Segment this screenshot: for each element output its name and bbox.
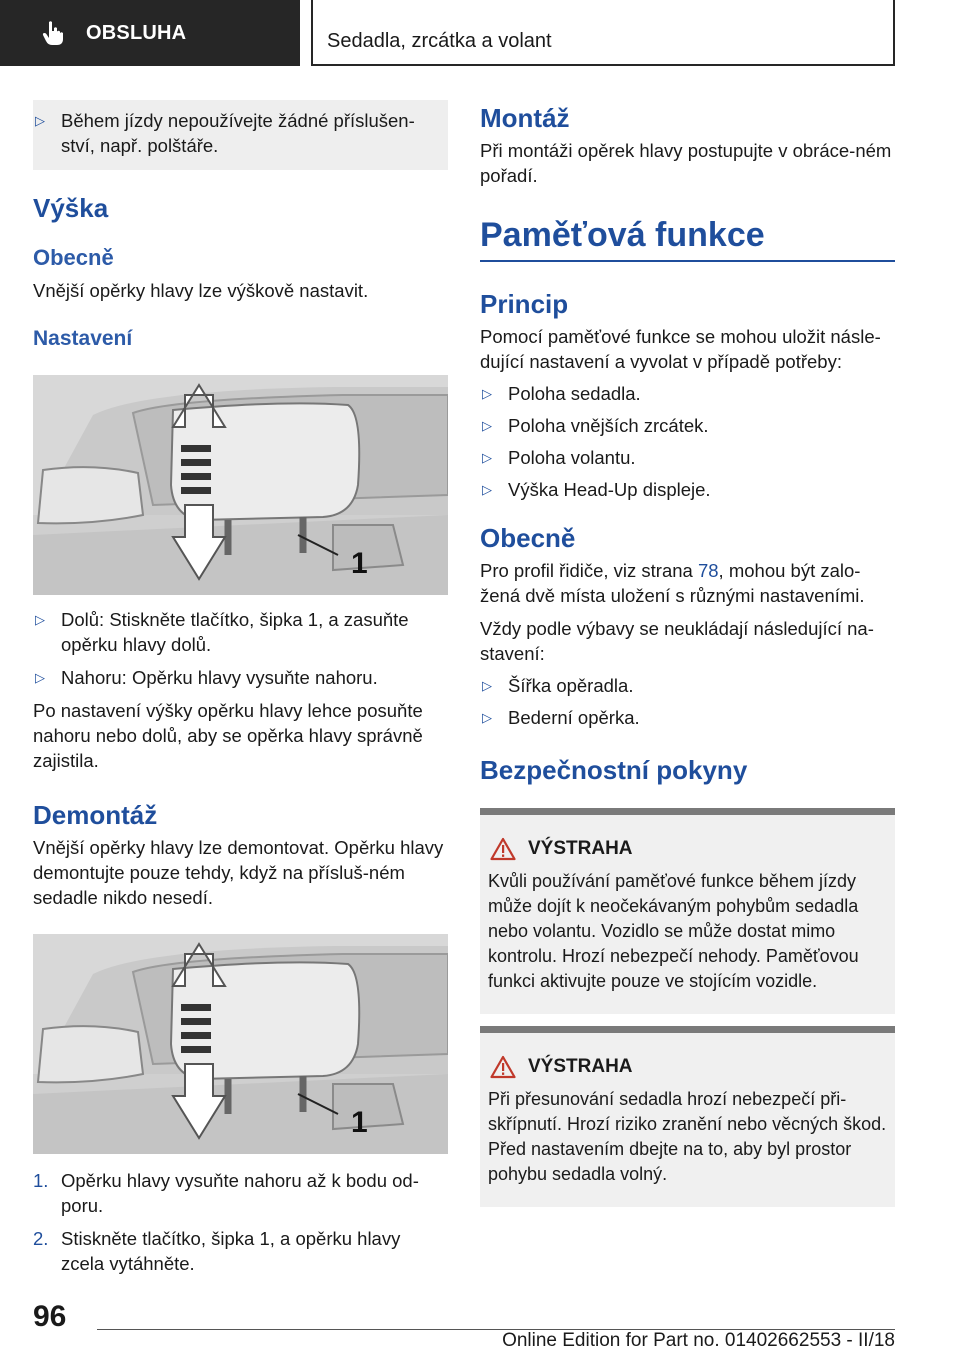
- list-item: ▷ Během jízdy nepoužívejte žádné příslušen-ství, např. polštáře.: [35, 110, 415, 156]
- chapter-header: [311, 0, 895, 66]
- warning-box: [480, 808, 895, 1014]
- list-item: ▷ Poloha vnějších zrcátek.: [482, 415, 709, 436]
- triangle-bullet-icon: ▷: [35, 612, 45, 627]
- section-label: OBSLUHA: [86, 21, 187, 44]
- triangle-bullet-icon: ▷: [482, 710, 492, 725]
- list-item: ▷ Poloha volantu.: [482, 447, 636, 468]
- section-heading-mount: Montáž: [480, 103, 570, 133]
- list-item: 2. Stiskněte tlačítko, šipka 1, a opěrku hlavy zcela vytáhněte.: [33, 1228, 401, 1274]
- page-number: 96: [33, 1300, 67, 1333]
- triangle-bullet-icon: ▷: [482, 450, 492, 465]
- triangle-bullet-icon: ▷: [482, 678, 492, 693]
- list-item: ▷ Nahoru: Opěrku hlavy vysuňte nahoru.: [35, 667, 378, 688]
- triangle-bullet-icon: ▷: [482, 418, 492, 433]
- edition-info: Online Edition for Part no. 01402662553 - II/18: [502, 1330, 895, 1351]
- warning-triangle-icon: [490, 1055, 516, 1079]
- principle-text: Pomocí paměťové funkce se mohou uložit násle-dující nastavení a vyvolat v případě potřeby:: [480, 326, 881, 372]
- removal-steps: [33, 1168, 448, 1276]
- headrest-figure-2: [33, 934, 448, 1154]
- warning-title: VÝSTRAHA: [528, 1056, 633, 1077]
- triangle-bullet-icon: ▷: [482, 482, 492, 497]
- mount-text: Při montáži opěrek hlavy postupujte v obráce-ném pořadí.: [480, 140, 892, 186]
- removal-text: Vnější opěrky hlavy lze demontovat. Opěrku hlavy demontujte pouze tehdy, když na přísluš-ném sedadle nikdo nesedí.: [33, 837, 444, 908]
- list-item: ▷ Poloha sedadla.: [482, 383, 641, 404]
- warning-text: Kvůli používání paměťové funkce během jízdy může dojít k neočekávaným pohybům sedadla nebo volantu. Vozidlo se může dostat mimo kontrolu. Hrozí nebezpečí nehody. Paměťovou funkci aktivujte pouze ve stojícím vozidle.: [488, 871, 859, 991]
- list-item: ▷ Dolů: Stiskněte tlačítko, šipka 1, a zasuňte opěrku hlavy dolů.: [35, 609, 409, 655]
- warning-text: Při přesunování sedadla hrozí nebezpečí při-skřípnutí. Hrozí riziko zranění nebo věcných škod. Před nastavením dbejte na to, aby byl prostor pohybu sedadla volný.: [488, 1089, 887, 1184]
- subheading-setting: Nastavení: [33, 327, 133, 350]
- section-heading-general: Obecně: [480, 523, 576, 553]
- title-rule: [480, 260, 895, 262]
- equipment-list: [480, 673, 895, 730]
- section-tab: [0, 0, 300, 66]
- list-item: 1. Opěrku hlavy vysuňte nahoru až k bodu od-poru.: [33, 1170, 419, 1216]
- after-setting-text: Po nastavení výšky opěrku hlavy lehce posuňte nahoru nebo dolů, aby se opěrka hlavy správně zajistila.: [33, 700, 423, 771]
- triangle-bullet-icon: ▷: [35, 670, 45, 685]
- section-heading-height: Výška: [33, 193, 109, 223]
- general-text: Vnější opěrky hlavy lze výškově nastavit.: [33, 280, 369, 301]
- memory-function-title: Paměťová funkce: [480, 216, 765, 254]
- chapter-title: Sedadla, zrcátka a volant: [327, 30, 552, 52]
- chapter-heading: [480, 214, 895, 262]
- equipment-text: Vždy podle výbavy se neukládají následující na-stavení:: [480, 618, 874, 664]
- hand-pointer-icon: [40, 20, 66, 46]
- list-item: ▷ Výška Head-Up displeje.: [482, 479, 711, 500]
- general-profile-text: Pro profil řidiče, viz strana 78, mohou být zalo-žená dvě místa uložení s různými nastaveními.: [480, 560, 865, 606]
- warning-box: [480, 1026, 895, 1207]
- left-column: [33, 100, 448, 1276]
- page-header: [0, 0, 960, 66]
- note-box: [33, 100, 448, 170]
- figure-callout-1: 1: [351, 547, 368, 580]
- triangle-bullet-icon: ▷: [482, 386, 492, 401]
- headrest-figure-1: [33, 375, 448, 595]
- setting-list: [33, 607, 448, 690]
- warning-title: VÝSTRAHA: [528, 838, 633, 859]
- list-item: ▷ Šířka opěradla.: [482, 675, 634, 696]
- right-column: [480, 100, 895, 1207]
- list-item: ▷ Bederní opěrka.: [482, 707, 640, 728]
- section-heading-principle: Princip: [480, 289, 569, 319]
- section-heading-safety: Bezpečnostní pokyny: [480, 755, 748, 785]
- section-heading-removal: Demontáž: [33, 800, 158, 830]
- figure-callout-2: 1: [351, 1106, 368, 1139]
- warning-triangle-icon: [490, 837, 516, 861]
- page-link[interactable]: 78: [697, 560, 719, 581]
- triangle-bullet-icon: ▷: [35, 113, 45, 128]
- principle-list: [480, 381, 895, 502]
- subheading-general: Obecně: [33, 245, 114, 270]
